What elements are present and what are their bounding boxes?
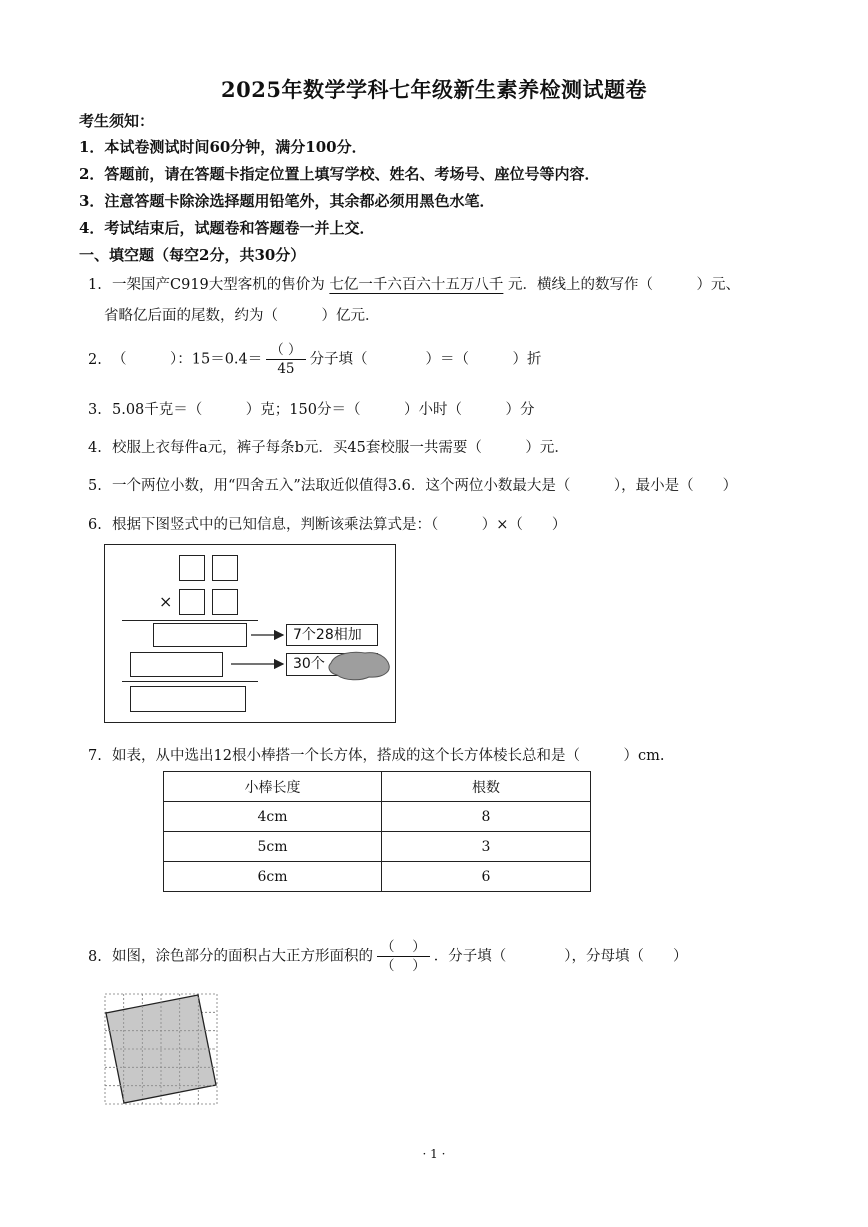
stick-table [163, 771, 591, 892]
notice-item: 1．本试卷测试时间60分钟，满分100分． [79, 138, 367, 156]
question-text: ．分子填（ ），分母填（ ） [433, 948, 688, 965]
fraction [266, 341, 305, 378]
notice-heading: 考生须知： [79, 112, 155, 130]
table-cell: 5cm [164, 832, 382, 862]
times-sign: × [159, 592, 173, 611]
grid-square-figure [104, 993, 219, 1105]
fraction [377, 938, 430, 975]
page-title: 2025年数学学科七年级新生素养检测试题卷 [221, 77, 647, 102]
table-cell: 6cm [164, 862, 382, 892]
question-number: 6. [88, 517, 102, 533]
table-cell: 3 [382, 832, 591, 862]
question-number: 1. [88, 277, 102, 293]
question-text: 校服上衣每件a元，裤子每条b元．买45套校服一共需要（ ）元． [112, 440, 569, 456]
question-text: （ ）：15＝0.4＝ [112, 351, 263, 368]
question-number: 4. [88, 440, 102, 456]
multiplication-figure [104, 544, 396, 723]
question-text: 根据下图竖式中的已知信息，判断该乘法算式是：（ ）×（ ） [112, 517, 567, 533]
question-number: 8. [88, 948, 102, 965]
partial-label-2: 30个 [286, 653, 378, 676]
table-cell: 6 [382, 862, 591, 892]
question-text: 如图，涂色部分的面积占大正方形面积的 [112, 948, 373, 965]
question-number: 5. [88, 478, 102, 494]
page-number: · 1 · [422, 1147, 446, 1161]
question-number: 7. [88, 748, 102, 764]
partial-label-1: 7个28相加 [286, 624, 378, 646]
section-heading: 一、填空题（每空2分，共30分） [79, 246, 306, 264]
table-header-row [164, 772, 591, 802]
question-text: 元．横线上的数写作（ ）元、 [508, 277, 740, 293]
question-text: 一架国产C919大型客机的售价为 [112, 277, 325, 293]
fraction-denominator: （ ） [381, 958, 426, 974]
table-header: 根数 [382, 772, 591, 802]
fraction-numerator: （ ） [377, 938, 430, 957]
question-number: 3. [88, 402, 102, 418]
table-header: 小棒长度 [164, 772, 382, 802]
question-1 [88, 273, 740, 294]
fraction-numerator: （ ） [266, 341, 305, 360]
notice-item: 2．答题前，请在答题卡指定位置上填写学校、姓名、考场号、座位号等内容． [79, 165, 600, 183]
question-8 [88, 938, 688, 975]
question-number: 2. [88, 351, 102, 368]
underlined-answer: 七亿一千六百六十五万八千 [329, 277, 504, 293]
table-cell: 8 [382, 802, 591, 832]
question-text: 5.08千克＝（ ）克；150分＝（ ）小时（ ）分 [112, 402, 535, 418]
question-text: 如表，从中选出12根小棒搭一个长方体，搭成的这个长方体棱长总和是（ ）cm. [112, 748, 665, 764]
question-6 [88, 513, 566, 534]
question-4 [88, 436, 569, 457]
question-7 [88, 744, 664, 765]
table-row [164, 832, 591, 862]
ink-blot-icon [325, 645, 395, 685]
question-1-line2: 省略亿后面的尾数，约为（ ）亿元． [104, 308, 380, 324]
notice-item: 3．注意答题卡除涂选择题用铅笔外，其余都必须用黑色水笔． [79, 192, 495, 210]
fraction-denominator: 45 [277, 361, 295, 377]
question-3 [88, 398, 534, 419]
question-2 [88, 341, 542, 378]
notice-item: 4．考试结束后，试题卷和答题卷一并上交． [79, 219, 375, 237]
question-text: 分子填（ ）＝（ ）折 [309, 351, 542, 368]
question-text: 一个两位小数，用“四舍五入”法取近似值得3.6．这个两位小数最大是（ ），最小是（ ） [112, 478, 738, 494]
table-cell: 4cm [164, 802, 382, 832]
table-row [164, 862, 591, 892]
question-5 [88, 474, 737, 495]
table-row [164, 802, 591, 832]
